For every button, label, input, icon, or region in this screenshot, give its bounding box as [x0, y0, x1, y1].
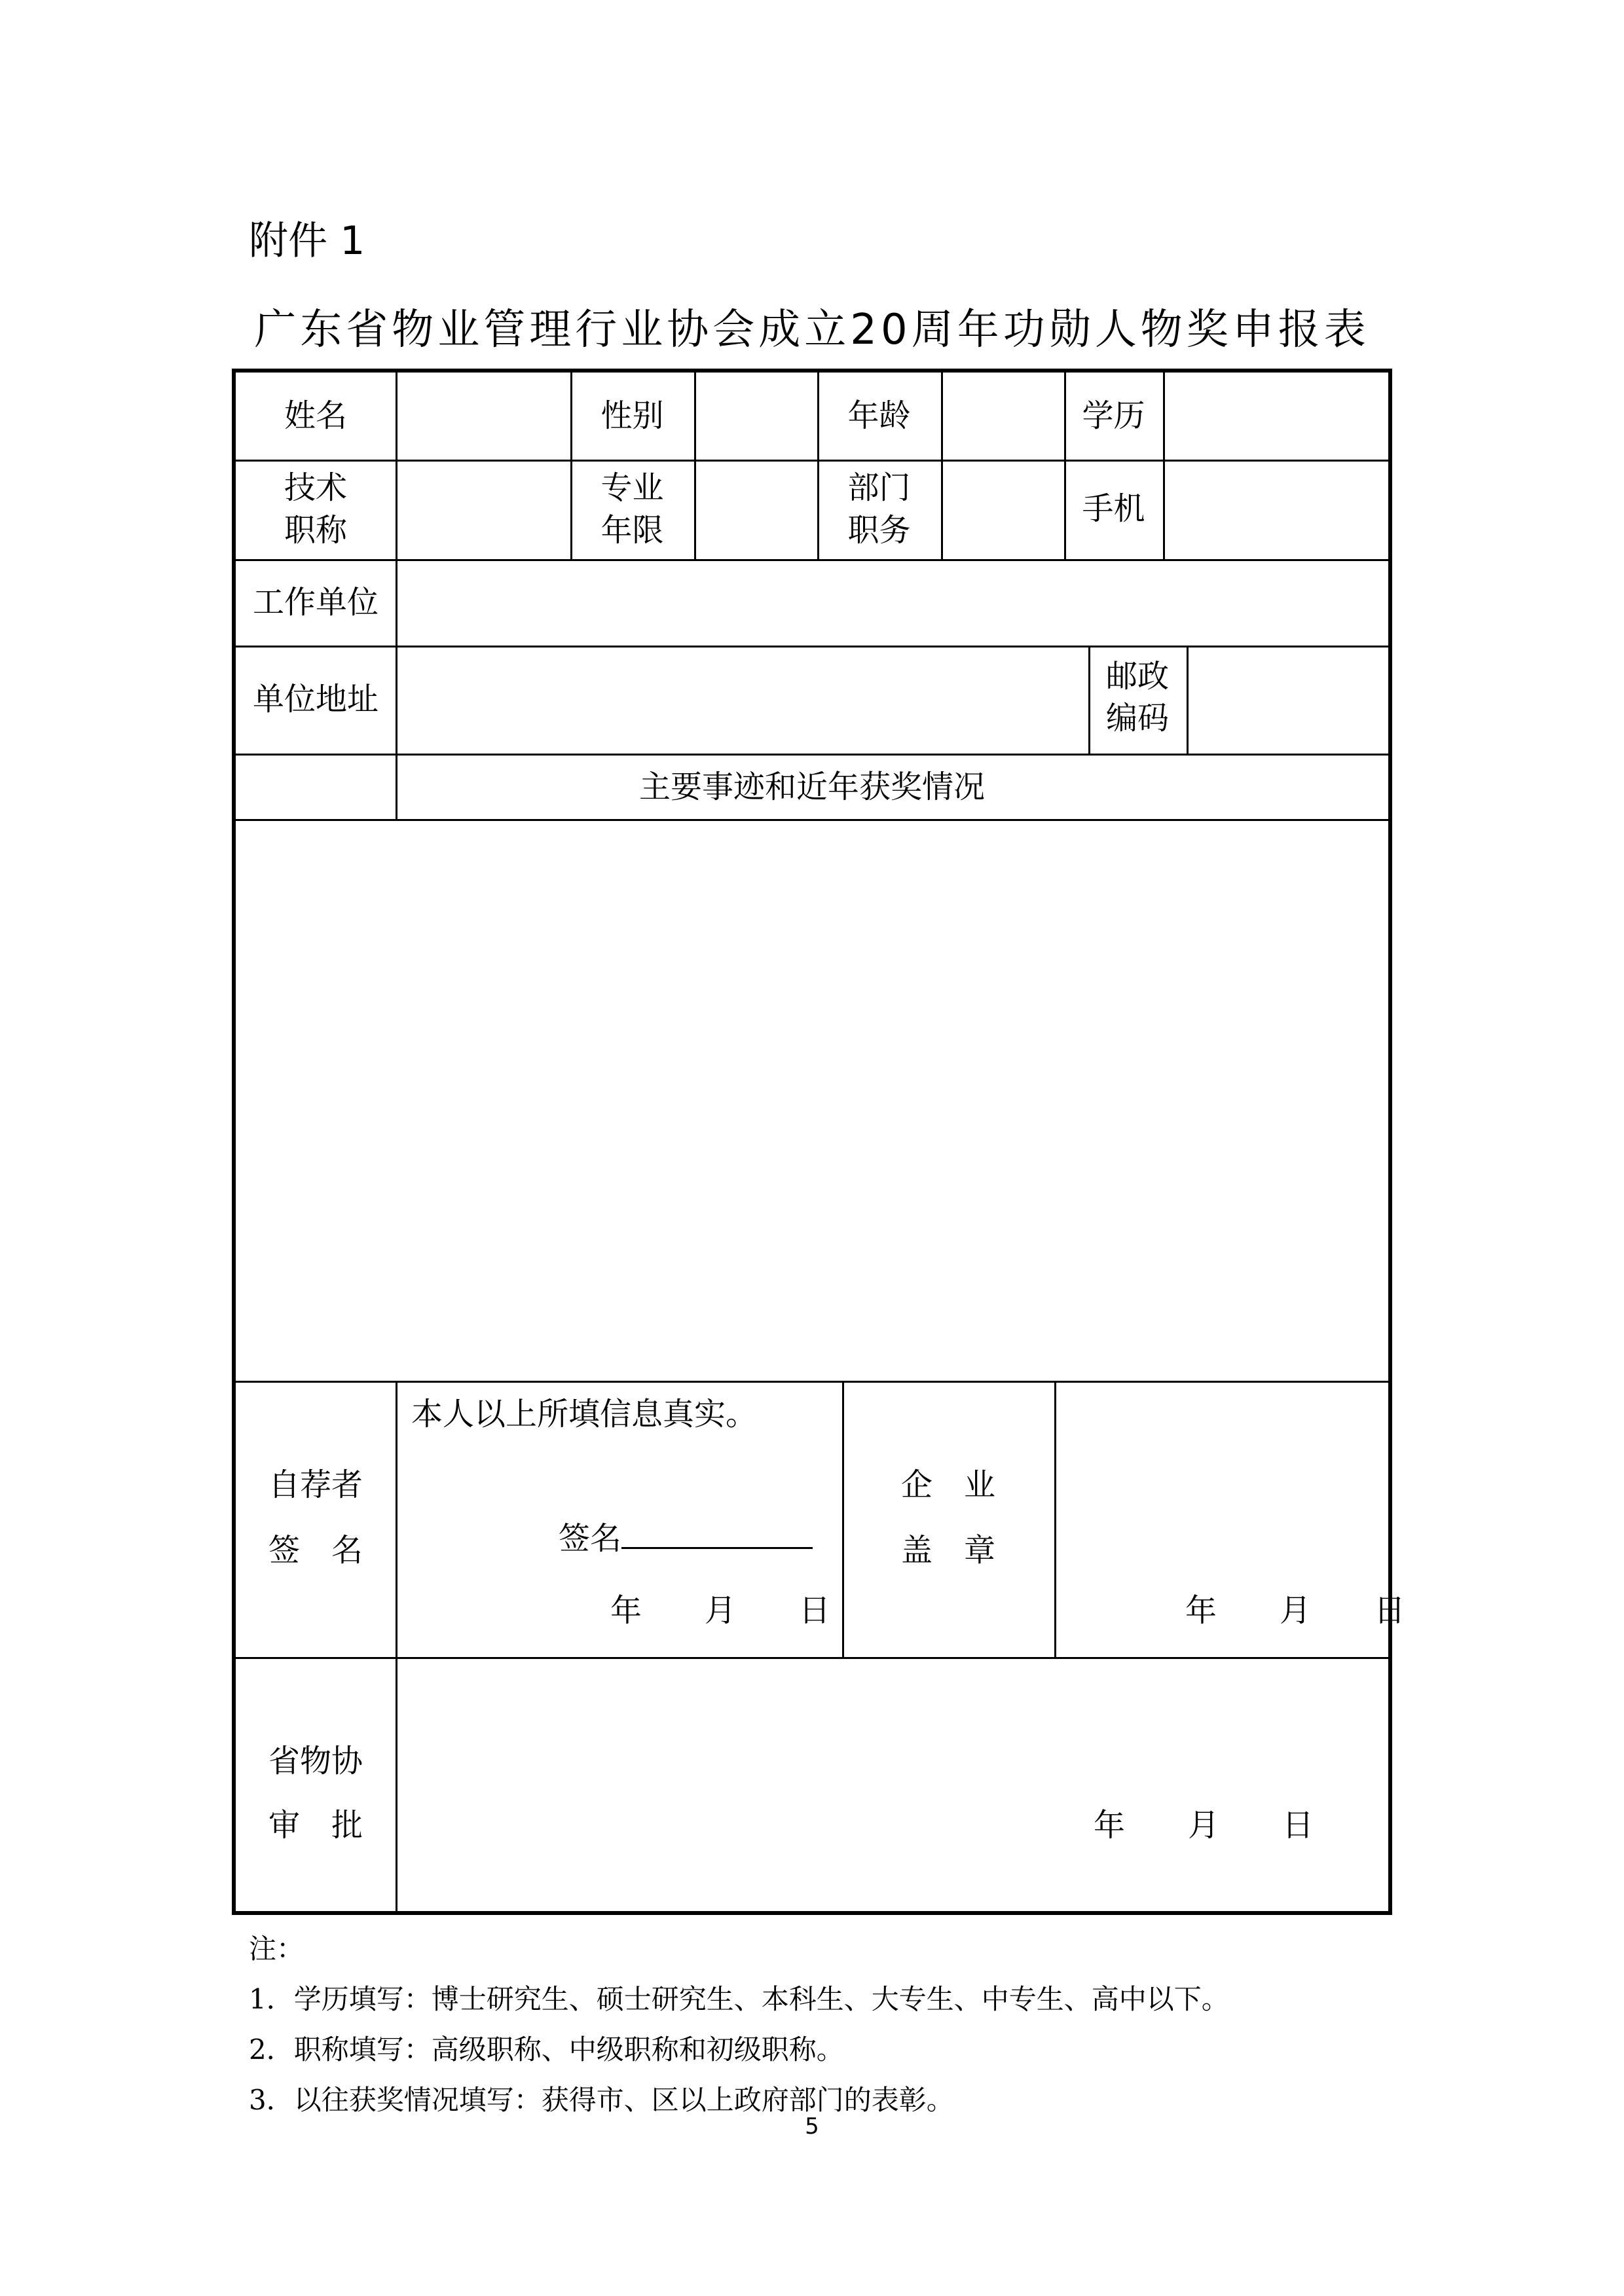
signature-field[interactable] [559, 1518, 813, 1559]
company-date: 年 月 日 [1185, 1592, 1406, 1629]
label-dept-line2: 职务 [847, 512, 911, 549]
label-title-line2: 职称 [284, 512, 347, 549]
label-work-unit: 工作单位 [252, 584, 378, 621]
note-item: 1．学历填写：博士研究生、硕士研究生、本科生、大专生、中专生、高中以下。 [249, 1983, 1229, 2015]
label-age: 年龄 [847, 397, 911, 434]
page-number: 5 [805, 2113, 819, 2140]
notes-heading: 注： [249, 1933, 304, 1965]
association-date: 年 月 日 [1094, 1807, 1314, 1844]
form-title: 广东省物业管理行业协会成立20周年功勋人物奖申报表 [254, 306, 1370, 354]
label-postcode-line1: 邮政 [1105, 658, 1169, 695]
label-postcode-line2: 编码 [1105, 700, 1169, 737]
label-association-line1: 省物协 [268, 1743, 363, 1779]
self-date: 年 月 日 [610, 1592, 831, 1629]
attachment-label: 附件 1 [249, 218, 365, 264]
label-years-line1: 专业 [600, 469, 664, 506]
note-item: 3．以往获奖情况填写：获得市、区以上政府部门的表彰。 [249, 2084, 954, 2116]
label-title-line1: 技术 [284, 469, 347, 506]
label-dept-line1: 部门 [847, 469, 911, 506]
section-achievements: 主要事迹和近年获奖情况 [638, 769, 985, 805]
signature-line [621, 1521, 813, 1549]
label-unit-address: 单位地址 [252, 681, 378, 718]
label-gender: 性别 [600, 397, 664, 434]
application-form [232, 369, 1406, 1915]
label-association-line2: 审 批 [268, 1807, 363, 1844]
self-statement: 本人以上所填信息真实。 [411, 1396, 758, 1432]
label-phone: 手机 [1082, 490, 1145, 527]
signature-label: 签名 [559, 1520, 622, 1557]
label-company-line2: 盖 章 [900, 1532, 995, 1569]
notes [249, 1923, 1229, 2125]
label-name: 姓名 [284, 397, 347, 434]
label-self-line2: 签 名 [268, 1532, 363, 1569]
label-company-line1: 企 业 [900, 1467, 995, 1503]
label-education: 学历 [1082, 397, 1145, 434]
note-item: 2．职称填写：高级职称、中级职称和初级职称。 [249, 2033, 844, 2066]
label-years-line2: 年限 [600, 512, 664, 549]
label-self-line1: 自荐者 [268, 1467, 363, 1503]
